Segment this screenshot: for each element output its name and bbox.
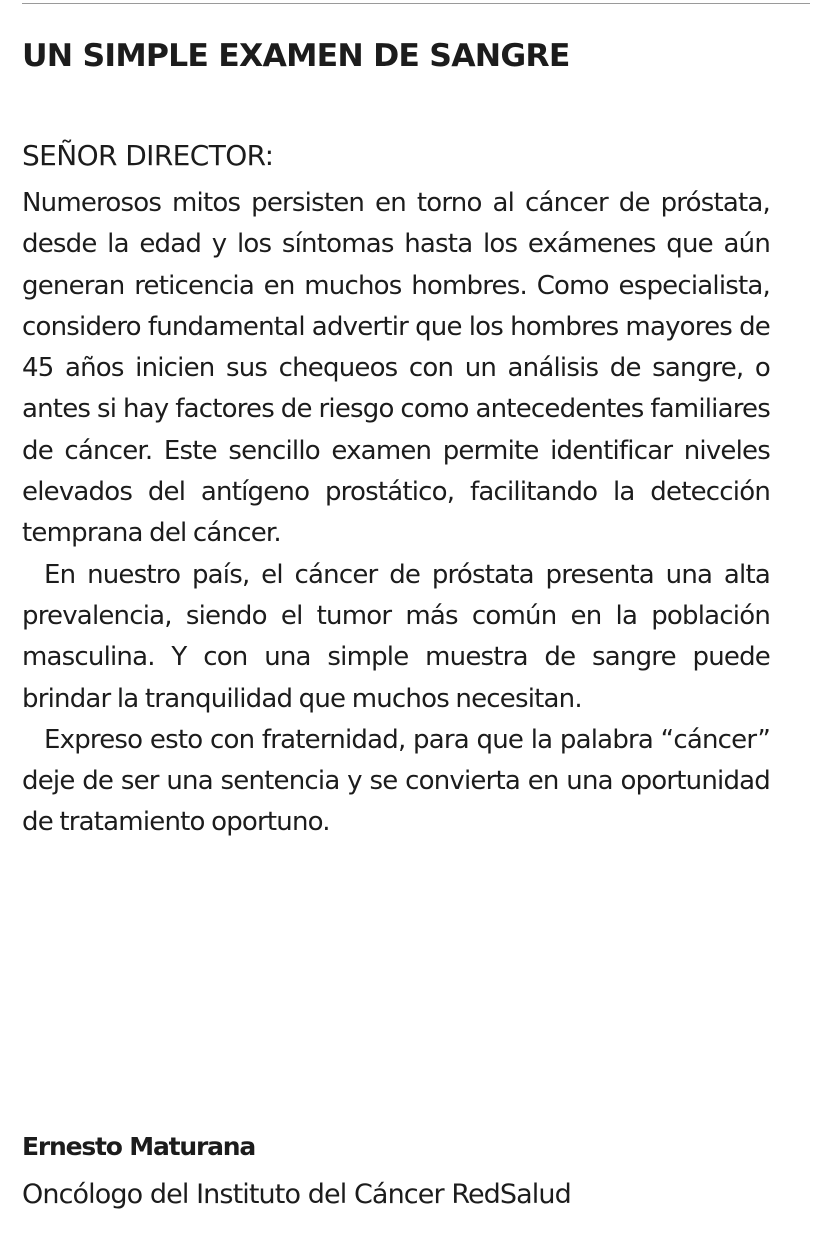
paragraph-3: Expreso esto con fraternidad, para que la palabra “cáncer” deje de ser una sentencia y se convierta en una oportunidad de tratamiento oportuno.: [22, 724, 770, 838]
paragraph-1: Numerosos mitos persisten en torno al cáncer de próstata, desde la edad y los síntomas hasta los exámenes que aún generan reticencia en muchos hombres. Como especialista, considero fundamental advertir que los hombres mayores de 45 años inicien sus chequeos con un análisis de sangre, o antes si hay factores de riesgo como antecedentes familiares de cáncer. Este sencillo examen permite identificar niveles elevados del antígeno prostático, facilitando la detección temprana del cáncer.: [22, 188, 770, 549]
letter-salutation: SEÑOR DIRECTOR:: [22, 139, 274, 172]
author-title: Oncólogo del Instituto del Cáncer RedSalud: [22, 1179, 571, 1210]
paragraph-2: En nuestro país, el cáncer de próstata presenta una alta prevalencia, siendo el tumor más común en la población masculina. Y con una simple muestra de sangre puede brindar la tranquilidad que muchos necesitan.: [22, 559, 770, 714]
letter-body: [22, 183, 770, 844]
top-divider: [22, 3, 810, 4]
author-name: Ernesto Maturana: [22, 1132, 256, 1161]
letter-headline: UN SIMPLE EXAMEN DE SANGRE: [22, 38, 570, 74]
